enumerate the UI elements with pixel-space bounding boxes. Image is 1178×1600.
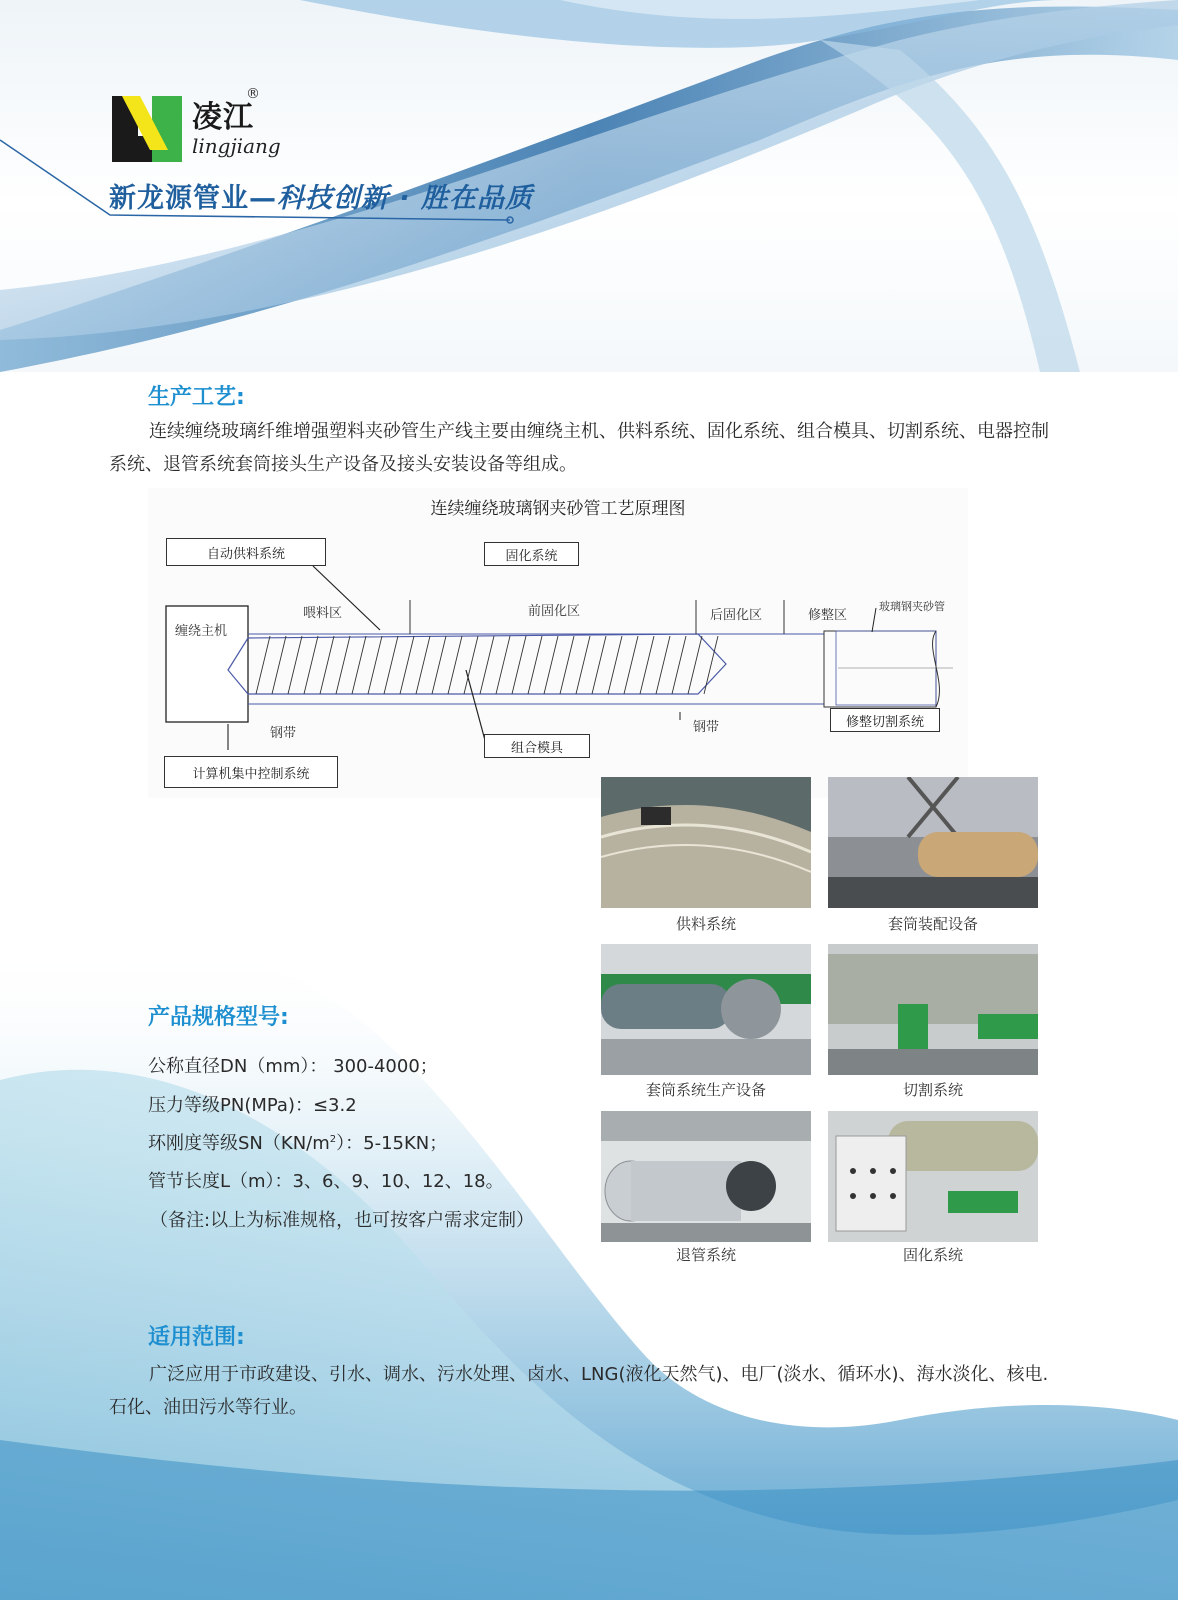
winding-line	[656, 636, 670, 694]
photo-curing-system	[828, 1111, 1038, 1242]
label-winder: 缠绕主机	[175, 624, 228, 639]
winding-line	[256, 636, 270, 694]
photo-sleeve-production	[601, 944, 811, 1075]
winding-line	[592, 636, 606, 694]
process-diagram	[148, 488, 968, 798]
photo-demold-system	[601, 1111, 811, 1242]
brand-name: 凌江	[192, 100, 254, 135]
caption-feed-system: 供料系统	[675, 915, 736, 933]
winding-line	[432, 636, 446, 694]
spec-pn: 压力等级PN(MPa)：≤3.2	[148, 1095, 357, 1116]
label-trim-zone: 修整区	[808, 608, 848, 623]
winding-line	[688, 636, 702, 694]
winding-line	[512, 636, 526, 694]
winding-line	[416, 636, 430, 694]
winding-line	[304, 636, 318, 694]
label-steel-band-2: 钢带	[693, 720, 720, 735]
spec-sn-sup: 2	[329, 1134, 337, 1145]
caption-cutting-system: 切割系统	[902, 1081, 963, 1099]
scope-text: 广泛应用于市政建设、引水、调水、污水处理、卤水、LNG(液化天然气)、电厂(淡水、循环水)、海水淡化、核电.石化、油田污水等行业。	[109, 1364, 1049, 1418]
lingjiang-logo	[112, 96, 182, 162]
winding-line	[464, 636, 478, 694]
winding-line	[704, 636, 718, 694]
winding-line	[448, 636, 462, 694]
scope-title: 适用范围:	[148, 1325, 245, 1350]
winding-line	[640, 636, 654, 694]
slogan-motto: 科技创新 · 胜在品质	[277, 183, 534, 214]
winding-line	[336, 636, 350, 694]
label-pre-cure: 前固化区	[528, 604, 581, 619]
winding-line	[544, 636, 558, 694]
caption-sleeve-production: 套筒系统生产设备	[645, 1081, 766, 1099]
spec-sn	[148, 1129, 447, 1155]
spec-length: 管节长度L（m）：3、6、9、10、12、18。	[148, 1171, 504, 1192]
photo-cutting-system	[828, 944, 1038, 1075]
label-computer-control: 计算机集中控制系统	[164, 756, 338, 788]
slogan-dash: —	[249, 183, 277, 214]
label-frp-pipe: 玻璃钢夹砂管	[879, 600, 945, 613]
spec-sn-prefix: 环刚度等级SN（KN/m	[148, 1133, 330, 1154]
winding-line	[672, 636, 686, 694]
winding-line	[608, 636, 622, 694]
winding-line	[576, 636, 590, 694]
spec-note: （备注:以上为标准规格，也可按客户需求定制）	[150, 1210, 535, 1231]
winding-line	[272, 636, 286, 694]
brand-pinyin: lingjiang	[192, 134, 281, 158]
winding-line	[480, 636, 494, 694]
winding-line	[496, 636, 510, 694]
header-banner	[0, 0, 1178, 372]
winding-line	[560, 636, 574, 694]
winding-line	[288, 636, 302, 694]
photo-feed-system	[601, 777, 811, 908]
slogan	[109, 176, 533, 215]
photo-sleeve-assembly	[828, 777, 1038, 908]
winding-line	[528, 636, 542, 694]
caption-demold-system: 退管系统	[675, 1246, 736, 1264]
caption-curing-system: 固化系统	[902, 1246, 963, 1264]
process-text: 连续缠绕玻璃纤维增强塑料夹砂管生产线主要由缠绕主机、供料系统、固化系统、组合模具、切割系统、电器控制系统、退管系统套筒接头生产设备及接头安装设备等组成。	[109, 421, 1049, 475]
winding-line	[624, 636, 638, 694]
winding-line	[384, 636, 398, 694]
winding-line	[320, 636, 334, 694]
slogan-company: 新龙源管业	[109, 183, 249, 214]
label-steel-band-1: 钢带	[270, 726, 297, 741]
label-auto-feed: 自动供料系统	[166, 538, 326, 566]
specs-title: 产品规格型号:	[148, 1005, 289, 1030]
label-mold: 组合模具	[484, 734, 590, 758]
spec-dn: 公称直径DN（mm）： 300-4000；	[148, 1056, 438, 1077]
winding-line	[368, 636, 382, 694]
label-post-cure: 后固化区	[710, 608, 763, 623]
label-curing: 固化系统	[484, 542, 579, 566]
winding-line	[400, 636, 414, 694]
winding-line	[352, 636, 366, 694]
spec-sn-suffix: ）：5-15KN；	[336, 1133, 448, 1154]
caption-sleeve-assembly: 套筒装配设备	[887, 915, 978, 933]
diagram-title: 连续缠绕玻璃钢夹砂管工艺原理图	[430, 499, 686, 519]
process-title: 生产工艺:	[148, 385, 245, 410]
registered-mark: ®	[246, 86, 260, 102]
label-feed-zone: 喂料区	[303, 606, 343, 621]
label-trim-cut: 修整切割系统	[830, 708, 940, 732]
